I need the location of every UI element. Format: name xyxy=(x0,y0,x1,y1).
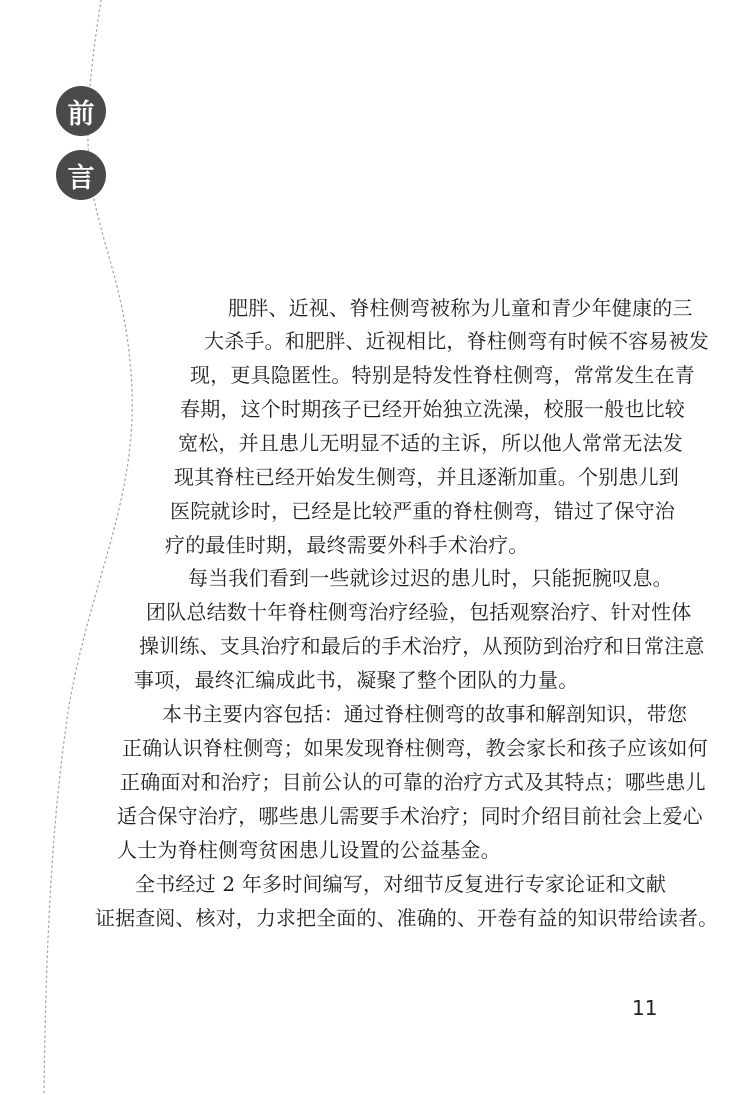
text-line: 疗的最佳时期，最终需要外科手术治疗。 xyxy=(165,533,529,557)
text-line: 宽松，并且患儿无明显不适的主诉，所以他人常常无法发 xyxy=(178,431,683,455)
text-line: 团队总结数十年脊柱侧弯治疗经验，包括观察治疗、针对性体 xyxy=(146,600,692,624)
text-line: 现其脊柱已经开始发生侧弯，并且逐渐加重。个别患儿到 xyxy=(174,465,679,489)
text-line: 操训练、支具治疗和最后的手术治疗，从预防到治疗和日常注意 xyxy=(139,634,705,658)
text-line: 正确认识脊柱侧弯；如果发现脊柱侧弯，教会家长和孩子应该如何 xyxy=(122,736,708,760)
text-line: 肥胖、近视、脊柱侧弯被称为儿童和青少年健康的三 xyxy=(228,296,693,320)
text-line: 春期，这个时期孩子已经开始独立洗澡，校服一般也比较 xyxy=(180,397,685,421)
text-line: 医院就诊时，已经是比较严重的脊柱侧弯，错过了保守治 xyxy=(170,499,675,523)
heading-char-2: 言 xyxy=(56,150,106,200)
text-line: 每当我们看到一些就诊过迟的患儿时，只能扼腕叹息。 xyxy=(188,566,673,590)
text-line: 事项，最终汇编成此书，凝聚了整个团队的力量。 xyxy=(134,668,579,692)
text-line: 人士为脊柱侧弯贫困患儿设置的公益基金。 xyxy=(117,838,501,862)
page-number: 11 xyxy=(632,996,658,1020)
text-line: 全书经过 2 年多时间编写，对细节反复进行专家论证和文献 xyxy=(135,872,667,896)
text-line: 本书主要内容包括：通过脊柱侧弯的故事和解剖知识，带您 xyxy=(162,702,688,726)
text-line: 大杀手。和肥胖、近视相比，脊柱侧弯有时候不容易被发 xyxy=(204,329,709,353)
text-line: 正确面对和治疗；目前公认的可靠的治疗方式及其特点；哪些患儿 xyxy=(120,770,706,794)
text-line: 适合保守治疗，哪些患儿需要手术治疗；同时介绍目前社会上爱心 xyxy=(117,804,703,828)
heading-char-1: 前 xyxy=(56,86,106,136)
text-line: 现，更具隐匿性。特别是特发性脊柱侧弯，常常发生在青 xyxy=(190,363,695,387)
text-line: 证据查阅、核对，力求把全面的、准确的、开卷有益的知识带给读者。 xyxy=(95,906,719,930)
